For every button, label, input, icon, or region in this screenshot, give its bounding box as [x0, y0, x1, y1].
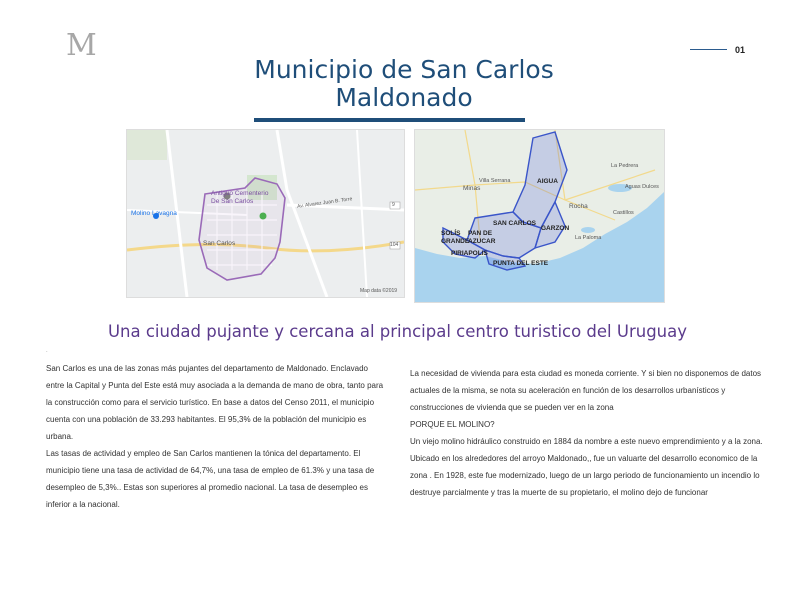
map-label-molino: Molino Lavagna: [131, 210, 177, 217]
map-label-cemetery: Antiguo Cementerio De San Carlos: [211, 190, 269, 205]
map-label-villa-serrana: Villa Serrana: [479, 178, 511, 184]
map-label-la-pedrera: La Pedrera: [611, 163, 639, 169]
right-column: [410, 365, 765, 501]
map-label-road-num: 9: [392, 202, 395, 208]
right-paragraph-2: Un viejo molino hidráulico construido en 1884 da nombre a este nuevo emprendimiento y a la zona. Ubicado en los alrededores del arroyo Maldonado,, fue un valuarte del desarrollo economico de la zona . En 1928, este fue modernizado, luego de un largo periodo de funcionamiento un incendio lo destruye parcialmente y tras la muerte de su propietario, el molino dejo de funcionar: [410, 437, 763, 497]
map-label-solis-grande: SOLÍS GRANDE: [441, 230, 470, 245]
section-subtitle: Una ciudad pujante y cercana al principal centro turistico del Uruguay: [107, 322, 688, 341]
map-label-aigua: AIGUA: [537, 178, 558, 185]
right-heading: PORQUE EL MOLINO?: [410, 420, 495, 429]
map-label-la-paloma: La Paloma: [575, 235, 602, 241]
map-label-pan-de-azucar: PAN DE AZUCAR: [468, 230, 496, 245]
right-paragraph-1: La necesidad de vivienda para esta ciudad es moneda corriente. Y si bien no disponemos de datos actuales de la misma, se nota su aceleración en función de los desarrollos urbanísticos y construcciones de vivienda que se pueden ver en la zona: [410, 369, 762, 412]
left-paragraph-2: Las tasas de actividad y empleo de San Carlos mantienen la tónica del departamento. El municipio tiene una tasa de actividad de 64,7%, una tasa de empleo de 61.3% y una tasa de desempleo de 5,3%.. Estas son superiores al promedio nacional. La tasa de desempleo es inferior a la nacional.: [46, 449, 375, 509]
left-column: [46, 360, 386, 513]
map-label-minas: Minas: [463, 185, 481, 192]
map-label-aguas-dulces: Aguas Dulces: [625, 184, 659, 190]
map-label-town: San Carlos: [203, 240, 236, 247]
map-credit: Map data ©2019: [360, 288, 398, 294]
page-number-rule: [690, 49, 727, 50]
map-label-castillos: Castillos: [613, 210, 634, 216]
map-label-punta-del-este: PUNTA DEL ESTE: [493, 260, 549, 267]
regional-map: [414, 129, 665, 303]
bullet-dot: .: [46, 348, 48, 354]
title-underline: [254, 118, 525, 122]
map-label-garzon: GARZON: [541, 225, 570, 232]
page-title-line1: Municipio de San Carlos: [254, 55, 554, 84]
map-label-rocha: Rocha: [569, 203, 588, 210]
map-label-road: Av. Alvarez Juan B. Torre: [296, 196, 353, 210]
map-label-road-num2: 104: [390, 242, 399, 248]
brand-logo: M: [66, 28, 97, 63]
page-number: 01: [735, 45, 746, 55]
page-title-line2: Maldonado: [335, 83, 473, 112]
map-label-piriapolis: PIRIAPOLIS: [451, 250, 488, 257]
map-label-san-carlos: SAN CARLOS: [493, 220, 536, 227]
left-paragraph-1: San Carlos es una de las zonas más pujantes del departamento de Maldonado. Enclavado entre la Capital y Punta del Este está muy asociada a la demanda de mano de obra, tanto para la construcción como para el servicio turístico. En base a datos del Censo 2011, el municipio cuenta con una población de 33.293 habitantes. El 95,3% de la población del municipio es urbana.: [46, 364, 384, 441]
san-carlos-street-map: [126, 129, 405, 298]
page-title: [160, 56, 648, 112]
